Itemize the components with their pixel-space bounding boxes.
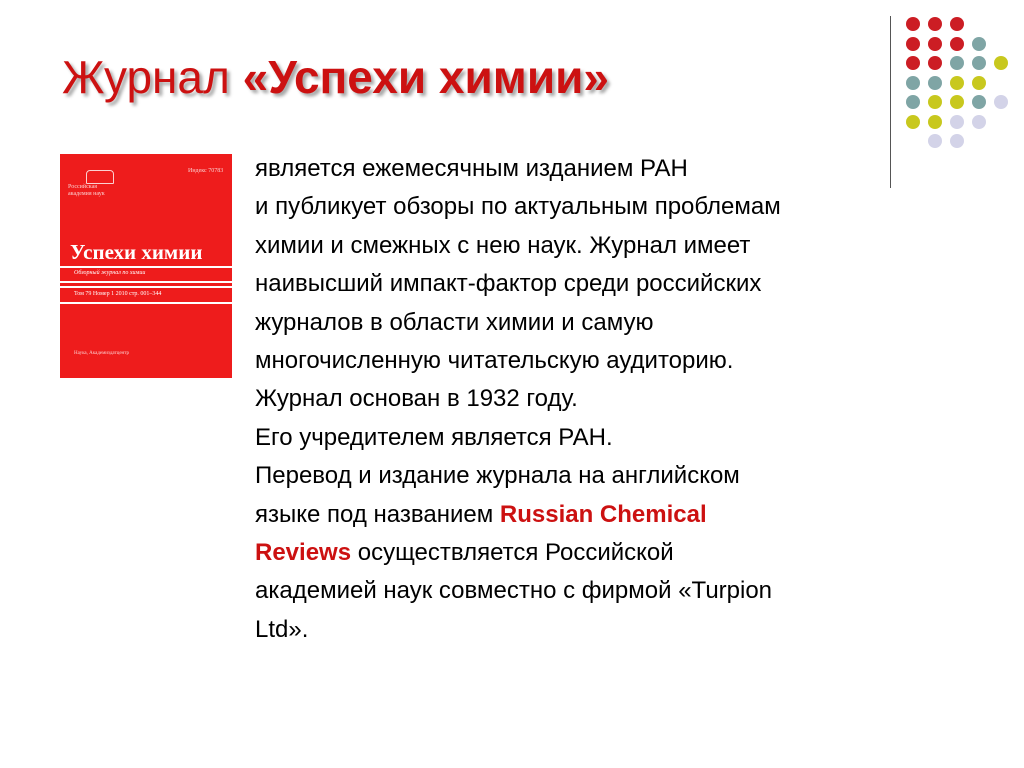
decorative-dot bbox=[928, 17, 942, 31]
english-title-highlight: Reviews bbox=[255, 539, 352, 567]
text-line: является ежемесячным изданием РАН bbox=[255, 155, 688, 182]
journal-cover-image bbox=[60, 154, 232, 378]
text-line: Его учредителем является РАН. bbox=[255, 423, 613, 451]
cover-stripe bbox=[60, 286, 232, 288]
page-title bbox=[62, 50, 609, 104]
decorative-dot bbox=[950, 37, 964, 51]
decorative-dot bbox=[906, 95, 920, 109]
text-line: и публикует обзоры по актуальным проблемам bbox=[255, 193, 781, 221]
decorative-dot bbox=[928, 134, 942, 148]
decorative-dot bbox=[972, 76, 986, 90]
decorative-dot bbox=[906, 115, 920, 129]
text-line: Ltd». bbox=[255, 615, 309, 643]
text-line: Журнал основан в 1932 году. bbox=[255, 385, 578, 413]
decorative-dot bbox=[928, 115, 942, 129]
text-line: наивысший импакт-фактор среди российских bbox=[255, 270, 762, 298]
decorative-dot bbox=[928, 95, 942, 109]
decorative-dot bbox=[906, 76, 920, 90]
decorative-dot bbox=[994, 95, 1008, 109]
description-text bbox=[255, 150, 955, 649]
decorative-dot bbox=[906, 37, 920, 51]
decorative-dot bbox=[928, 76, 942, 90]
decorative-dot-grid bbox=[904, 16, 1014, 166]
cover-stripe bbox=[60, 302, 232, 304]
text-line: журналов в области химии и самую bbox=[255, 308, 654, 336]
english-title-highlight: Russian Chemical bbox=[499, 500, 707, 528]
text-line: академией наук совместно с фирмой «Turpion bbox=[255, 577, 773, 605]
decorative-dot bbox=[928, 37, 942, 51]
cover-publisher-line1: Российская bbox=[68, 184, 97, 190]
decorative-dot bbox=[950, 134, 964, 148]
text-line bbox=[255, 534, 955, 572]
text-fragment: языке под названием bbox=[255, 500, 500, 528]
decorative-dot bbox=[972, 115, 986, 129]
title-prefix: Журнал bbox=[62, 51, 230, 103]
text-line: многочисленную читательскую аудиторию. bbox=[255, 347, 734, 375]
cover-subtitle: Обзорный журнал по химии bbox=[74, 270, 146, 276]
decorative-dot bbox=[906, 56, 920, 70]
text-line: химии и смежных с нею наук. Журнал имеет bbox=[255, 231, 751, 259]
decorative-dot bbox=[950, 17, 964, 31]
cover-stripe bbox=[60, 266, 232, 268]
text-line bbox=[255, 496, 955, 534]
decorative-dot bbox=[972, 56, 986, 70]
text-fragment: осуществляется Российской bbox=[351, 539, 674, 567]
decorative-dot bbox=[972, 37, 986, 51]
cover-stripe bbox=[60, 281, 232, 283]
cover-publisher-line2: академия наук bbox=[68, 191, 105, 197]
cover-publisher bbox=[68, 184, 178, 198]
journal-name: «Успехи химии» bbox=[242, 51, 609, 103]
text-line: Перевод и издание журнала на английском bbox=[255, 462, 740, 490]
ras-emblem-icon bbox=[86, 170, 114, 184]
decorative-dot bbox=[950, 95, 964, 109]
decorative-dot bbox=[950, 56, 964, 70]
cover-issue-info: Том 79 Номер 1 2010 стр. 001–344 bbox=[74, 291, 162, 297]
cover-title: Успехи химии bbox=[70, 240, 203, 264]
decorative-dot bbox=[994, 56, 1008, 70]
decorative-dot bbox=[972, 95, 986, 109]
cover-index: Индекс 70783 bbox=[188, 168, 224, 174]
decorative-dot bbox=[906, 17, 920, 31]
decorative-dot bbox=[950, 76, 964, 90]
cover-footer: Наука, Академиздатцентр bbox=[74, 351, 129, 356]
decorative-dot bbox=[928, 56, 942, 70]
decorative-dot bbox=[950, 115, 964, 129]
